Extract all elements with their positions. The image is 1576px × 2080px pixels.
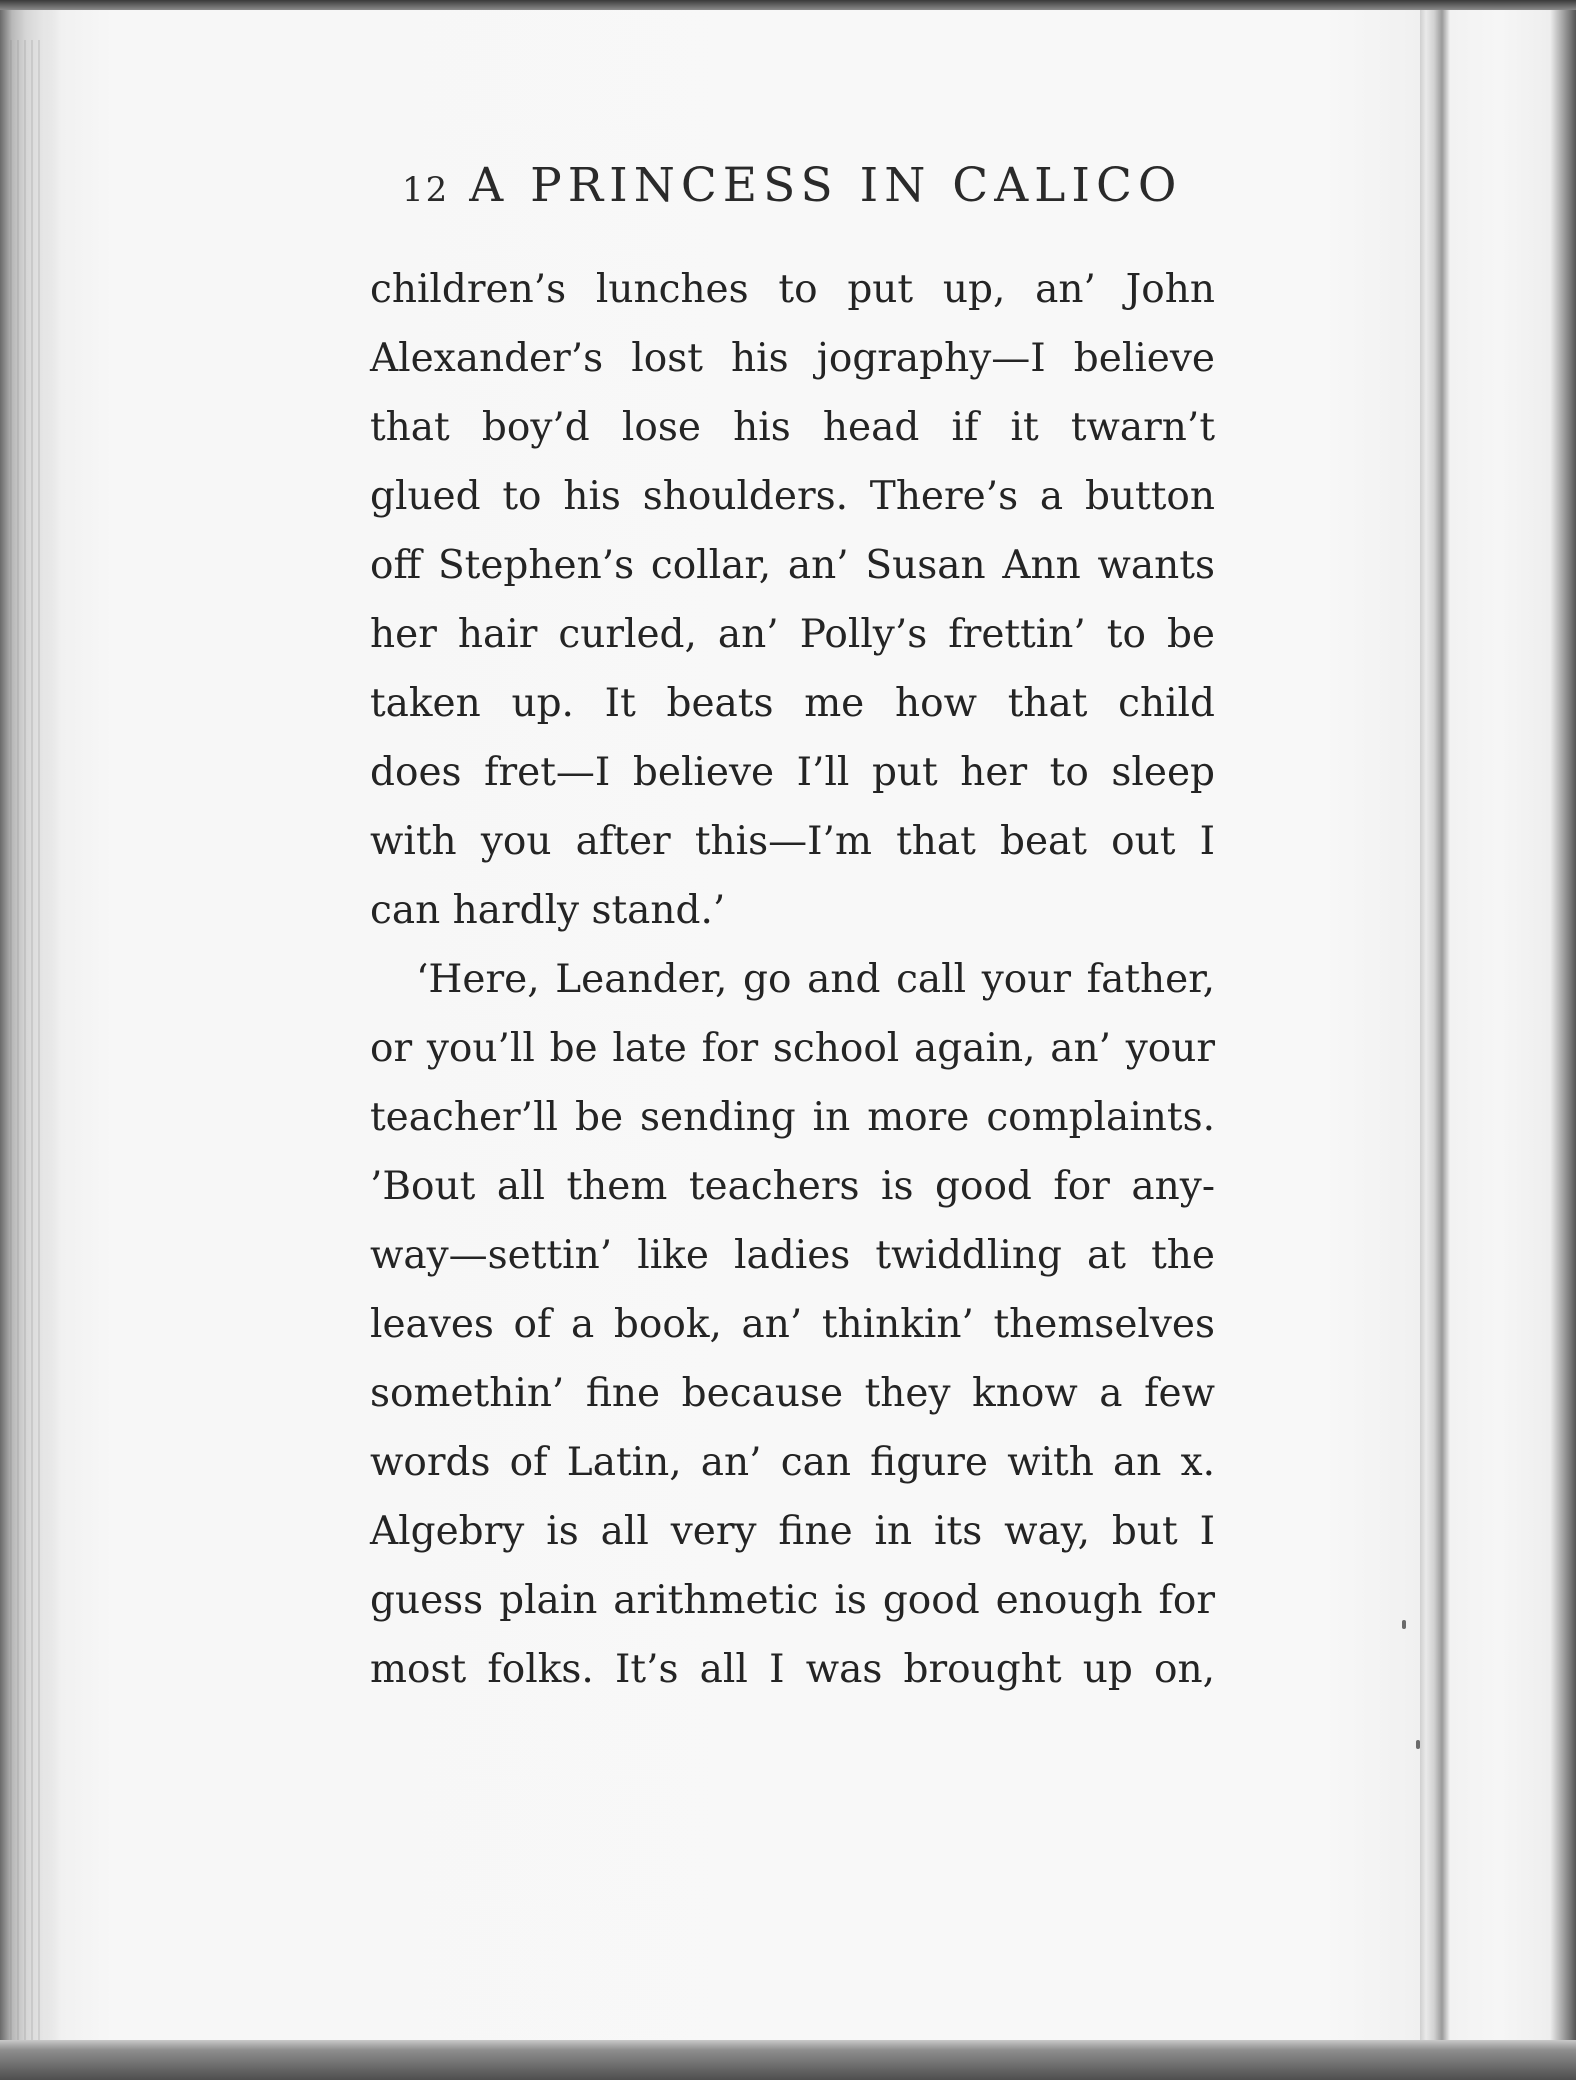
text-line: teacher’ll be sending in more complaints. xyxy=(370,1095,1215,1140)
text-line: or you’ll be late for school again, an’ your xyxy=(370,1026,1215,1071)
page-number: 12 xyxy=(402,170,450,210)
text-line: glued to his shoulders. There’s a button xyxy=(370,474,1215,519)
text-line: way—settin’ like ladies twiddling at the xyxy=(370,1233,1215,1278)
text-line: somethin’ fine because they know a few xyxy=(370,1371,1215,1416)
text-line: ’Bout all them teachers is good for any- xyxy=(370,1164,1215,1209)
text-line: words of Latin, an’ can figure with an x. xyxy=(370,1440,1215,1485)
scan-top-border xyxy=(0,0,1576,10)
text-line: Algebry is all very fine in its way, but I xyxy=(370,1509,1215,1554)
paper-speck xyxy=(1416,1740,1420,1749)
paper-speck xyxy=(1402,1620,1406,1629)
gutter-page-edges xyxy=(10,40,40,2040)
paragraph-first-line: ‘Here, Leander, go and call your father, xyxy=(416,957,1215,1002)
running-title: A PRINCESS IN CALICO xyxy=(469,158,1183,213)
scan-bottom-border xyxy=(0,2040,1576,2080)
text-line: leaves of a book, an’ thinkin’ themselves xyxy=(370,1302,1215,1347)
running-header xyxy=(402,158,1182,213)
text-line: her hair curled, an’ Polly’s frettin’ to be xyxy=(370,612,1215,657)
text-line: does fret—I believe I’ll put her to sleep xyxy=(370,750,1215,795)
text-line: most folks. It’s all I was brought up on, xyxy=(370,1647,1215,1692)
text-line: children’s lunches to put up, an’ John xyxy=(370,267,1215,312)
text-line: that boy’d lose his head if it twarn’t xyxy=(370,405,1215,450)
text-line: Alexander’s lost his jography—I believe xyxy=(370,336,1215,381)
text-line: with you after this—I’m that beat out I xyxy=(370,819,1215,864)
text-line: taken up. It beats me how that child xyxy=(370,681,1215,726)
text-line: can hardly stand.’ xyxy=(370,888,726,933)
text-line: guess plain arithmetic is good enough for xyxy=(370,1578,1215,1623)
page-body-text xyxy=(370,255,1215,1704)
text-line: off Stephen’s collar, an’ Susan Ann wants xyxy=(370,543,1215,588)
facing-page-edge xyxy=(1420,0,1576,2080)
